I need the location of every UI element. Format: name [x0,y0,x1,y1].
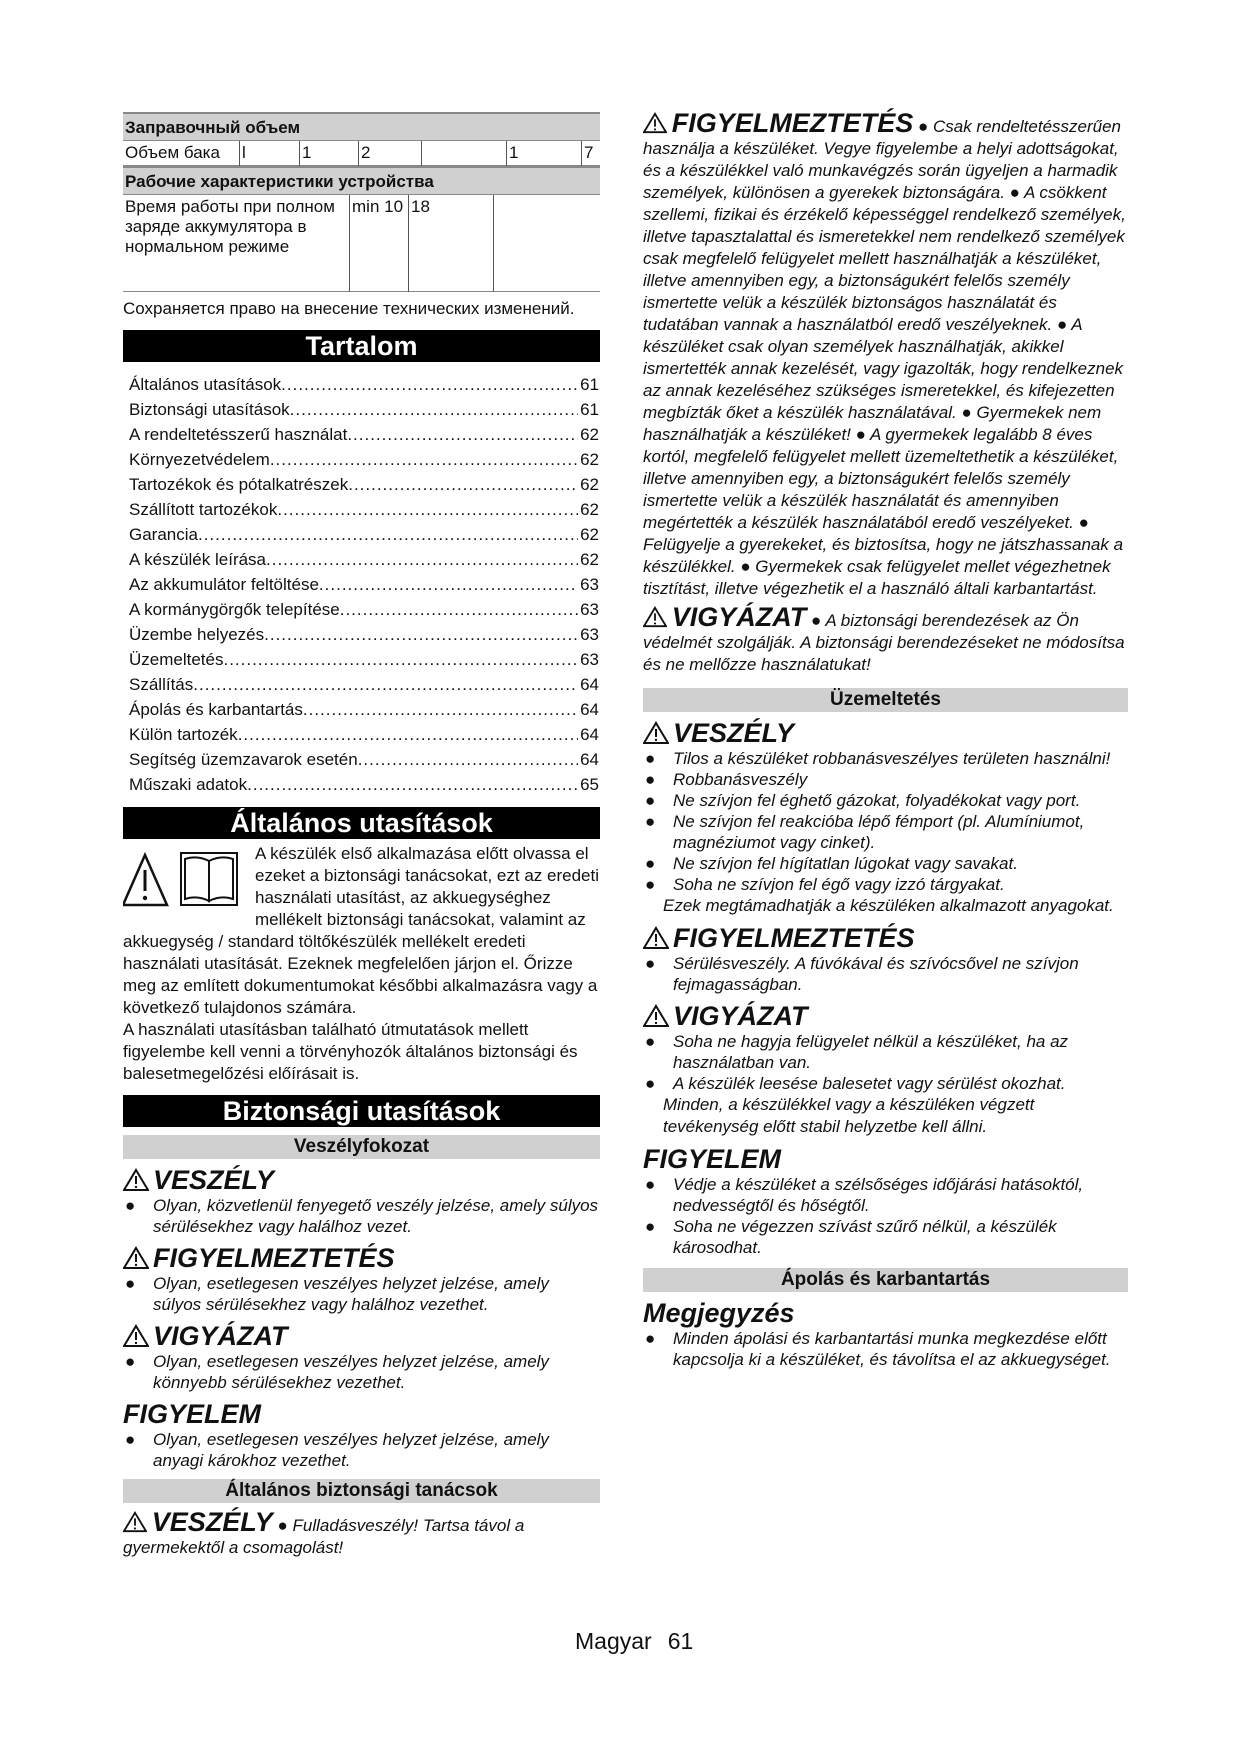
list-item: ● Ne szívjon fel reakcióba lépő fémport (pl. Alumíniumot, magnéziumot vagy cinket). [645,812,1085,852]
warning-triangle-icon [643,1004,669,1028]
operation-title: Üzemeltetés [643,688,1128,712]
toc-entry [129,772,599,797]
warning-manual-icons [123,845,251,925]
general-title: Általános utasítások [123,807,600,839]
care-title: Ápolás és karbantartás [643,1268,1128,1292]
toc-label: A készülék leírása [129,549,267,569]
spec-cell: 2 [359,141,422,166]
signal-figyelmeztetes: FIGYELMEZTETÉS [123,1243,600,1273]
toc-leader [281,372,578,397]
toc-label: Általános utasítások [129,374,282,394]
spec-cell [494,195,601,291]
list-item: ● Olyan, esetlegesen veszélyes helyzet jelzése, amely súlyos sérülésekhez vagy halálhoz vezethet. [125,1273,549,1314]
general-safety-paragraph: VESZÉLY ● Fulladásveszély! Tartsa távol a gyermekektől a csomagolást! [123,1506,525,1557]
spec-cell: 7 [584,143,594,162]
page-number: 61 [667,1628,694,1654]
toc-entry [129,397,599,422]
toc-entry [129,497,599,522]
toc-page: 61 [580,374,599,394]
list-item: ● Védje a készüléket a szélsőséges időjárási hatásoktól, nedvességtől és hőségtől. [645,1175,1084,1215]
toc-leader [303,697,578,722]
warning-triangle-icon [643,721,669,745]
toc-page: 64 [580,674,599,694]
warning-triangle-icon [123,1246,149,1270]
list-item: ● Robbanásveszély [645,770,808,789]
toc-label: Szállított tartozékok [129,499,278,519]
operation-danger-list [643,748,1128,895]
table-of-contents [129,372,599,797]
spec-section-fill: Заправочный объем [123,112,600,141]
toc-entry [129,622,599,647]
warning-triangle-icon [643,606,667,628]
toc-page: 62 [580,549,599,569]
toc-entry [129,722,599,747]
spec-table-fill [123,141,600,166]
list-item: ● Soha ne szívjon fel égő vagy izzó tárgyakat. [645,875,1005,894]
toc-leader [198,522,578,547]
toc-page: 64 [580,749,599,769]
toc-leader [340,597,578,622]
warning-triangle-icon [123,845,251,925]
toc-leader [223,647,578,672]
manual-book-icon [181,853,237,905]
list-item: ● Olyan, esetlegesen veszélyes helyzet jelzése, amely anyagi károkhoz vezethet. [125,1429,549,1470]
toc-leader [193,672,578,697]
toc-label: Garancia [129,524,198,544]
care-list [643,1328,1128,1370]
list-item: ● A készülék leesése balesetet vagy sérülést okozhat. [645,1074,1066,1093]
toc-page: 62 [580,499,599,519]
toc-page: 64 [580,724,599,744]
toc-page: 63 [580,574,599,594]
list-item: ● Tilos a készüléket robbanásveszélyes területen használni! [645,749,1111,768]
hazard-levels-title: Veszélyfokozat [123,1135,600,1159]
toc-label: Környezetvédelem [129,449,270,469]
page-footer [575,1628,709,1655]
warning-triangle-icon [123,1324,149,1348]
toc-leader [247,772,578,797]
general-text-2: A használati utasításban található útmutatások mellett figyelembe kell venni a törvényhozók általános biztonsági és balesetmegelőzési előírásait is. [123,1019,578,1083]
spec-table-performance [123,195,600,292]
toc-page: 62 [580,449,599,469]
spec-note: Сохраняется право на внесение технических изменений. [123,298,575,318]
toc-label: Ápolás és karbantartás [129,699,303,719]
toc-label: Szállítás [129,674,194,694]
toc-entry [129,447,599,472]
signal-vigyazat: VIGYÁZAT [643,1001,1128,1031]
right-column [643,108,1128,1370]
toc-label: Tartozékok és pótalkatrészek [129,474,349,494]
toc-leader [270,447,578,472]
list-item: ● Ne szívjon fel éghető gázokat, folyadékokat vagy port. [645,791,1081,810]
signal-figyelem: FIGYELEM [643,1144,782,1174]
toc-page: 62 [580,474,599,494]
safety-title: Biztonsági utasítások [123,1095,600,1127]
signal-veszely: VESZÉLY [643,718,1128,748]
toc-page: 63 [580,599,599,619]
signal-veszely: VESZÉLY [123,1165,600,1195]
spec-cell: 1 [300,141,359,166]
toc-leader [319,572,578,597]
toc-leader [264,622,578,647]
list-item: ● Olyan, közvetlenül fenyegető veszély jelzése, amely súlyos sérülésekhez vagy halálhoz vezet. [125,1195,599,1236]
toc-label: Műszaki adatok [129,774,248,794]
toc-label: A rendeltetésszerű használat [129,424,348,444]
toc-page: 65 [580,774,599,794]
left-column [123,112,600,1559]
toc-leader [290,397,578,422]
care-note-heading: Megjegyzés [643,1298,795,1328]
toc-leader [277,497,578,522]
safety-devices-paragraph: VIGYÁZAT ● A biztonsági berendezések az Ön védelmét szolgálják. A biztonsági berendezéseket ne módosítsa és ne mellőzze használatukat! [643,602,1125,674]
toc-label: Biztonsági utasítások [129,399,290,419]
footer-language: Magyar [575,1628,652,1654]
spec-cell: l [240,141,300,166]
list-item: ● Minden ápolási és karbantartási munka megkezdése előtt kapcsolja ki a készüléket, és távolítsa el az akkuegységet. [645,1329,1111,1369]
toc-leader [266,547,578,572]
toc-page: 64 [580,699,599,719]
toc-page: 63 [580,649,599,669]
signal-figyelem: FIGYELEM [123,1398,262,1429]
general-text-1: A készülék első alkalmazása előtt olvassa el ezeket a biztonsági tanácsokat, ezt az eredeti használati utasítást, az akkuegységhez mellékelt biztonsági tanácsokat, valamint az akkuegység / standard töltőkészülék mellékelt eredeti használati utasítását. Ezeknek megfelelően járjon el. Őrizze meg az említett dokumentumokat későbbi alkalmazásra vagy a következő tulajdonos számára. [123,843,599,1017]
operation-warning-list [643,953,1128,995]
toc-entry [129,572,599,597]
general-safety-title: Általános biztonsági tanácsok [123,1479,600,1503]
toc-label: Üzemeltetés [129,649,224,669]
toc-entry [129,747,599,772]
operation-caution-list [643,1031,1128,1094]
toc-entry [129,597,599,622]
operation-danger-note: Ezek megtámadhatják a készüléken alkalmazott anyagokat. [663,896,1114,915]
warning-triangle-icon [123,1168,149,1192]
toc-leader [358,747,578,772]
toc-entry [129,547,599,572]
spec-cell: Время работы при полном заряде аккумулятора в нормальном режиме [123,195,350,291]
warning-triangle-icon [123,1511,147,1533]
spec-section-performance: Рабочие характеристики устройства [123,166,600,195]
toc-entry [129,422,599,447]
signal-figyelmeztetes: FIGYELMEZTETÉS [643,923,1128,953]
spec-cell: 18 [409,195,494,291]
toc-leader [238,722,578,747]
operation-notice-list [643,1174,1128,1258]
toc-title: Tartalom [123,330,600,362]
spec-cell: Объем бака [123,141,240,166]
toc-entry [129,372,599,397]
operation-caution-note: Minden, a készülékkel vagy a készüléken végzett tevékenység előtt stabil helyzetbe kell állni. [663,1095,1035,1136]
toc-leader [348,472,578,497]
toc-label: Az akkumulátor feltöltése [129,574,319,594]
toc-leader [347,422,578,447]
toc-page: 61 [580,399,599,419]
list-item: ● Ne szívjon fel hígítatlan lúgokat vagy savakat. [645,854,1018,873]
list-item: ● Soha ne hagyja felügyelet nélkül a készüléket, ha az használatban van. [645,1032,1069,1072]
spec-cell [422,141,507,166]
toc-label: Külön tartozék [129,724,238,744]
spec-cell: min 10 [350,195,409,291]
toc-entry [129,647,599,672]
toc-label: Segítség üzemzavarok esetén [129,749,358,769]
toc-label: Üzembe helyezés [129,624,265,644]
list-item: ● Soha ne végezzen szívást szűrő nélkül, a készülék károsodhat. [645,1217,1057,1257]
toc-entry [129,697,599,722]
spec-cell: 1 [507,141,582,166]
warning-triangle-icon [643,112,667,134]
list-item: ● Olyan, esetlegesen veszélyes helyzet jelzése, amely könnyebb sérülésekhez vezethet. [125,1351,549,1392]
signal-vigyazat: VIGYÁZAT [123,1321,600,1351]
toc-entry [129,472,599,497]
toc-label: A kormánygörgők telepítése [129,599,340,619]
toc-page: 62 [580,424,599,444]
toc-entry [129,672,599,697]
toc-page: 62 [580,524,599,544]
general-instructions [123,843,600,1085]
toc-entry [129,522,599,547]
list-item: ● Sérülésveszély. A fúvókával és szívócsővel ne szívjon fejmagasságban. [645,954,1079,994]
warning-triangle-icon [643,926,669,950]
intended-use-paragraph: FIGYELMEZTETÉS ● Csak rendeltetésszerűen használja a készüléket. Vegye figyelembe a helyi adottságokat, és a készülékkel való munkavégzés során ügyeljen a harmadik személyek, különösen a gyerekek biztonságára. ● A csökkent szellemi, fizikai és érzékelő képességgel rendelkező személyek, illetve tapasztalattal és ismeretekkel nem rendelkező személyek csak megfelelő felügyelet mellett használhatják a készüléket, illetve amennyiben egy, a biztonságukért felelős személy ismertette velük a készülék biztonságos használatát és tudatában vannak a használatból eredő veszélyeknek. ● A készüléket csak olyan személyek használhatják, akikkel ismertették annak kezelését, vagy igazolták, hogy rendelkeznek az annak kezeléséhez szükséges ismeretekkel, és kifejezetten megbízták őket a készülék használatával. ● Gyermekek nem használhatják a készüléket! ● A gyermekek legalább 8 éves kortól, megfelelő felügyelet mellett üzemeltethetik a készüléket, illetve amennyiben egy, a biztonságukért felelős személy ismertette velük a készülék használatát és amennyiben megértették a készülék használatából eredő veszélyeket. ● Felügyelje a gyerekeket, és biztosítsa, hogy ne játszhassanak a készülékkel. ● Gyermekek csak felügyelet mellet végezhetnek tisztítást, illetve végezhetik el a használó általi karbantartást. [643,108,1126,598]
toc-page: 63 [580,624,599,644]
